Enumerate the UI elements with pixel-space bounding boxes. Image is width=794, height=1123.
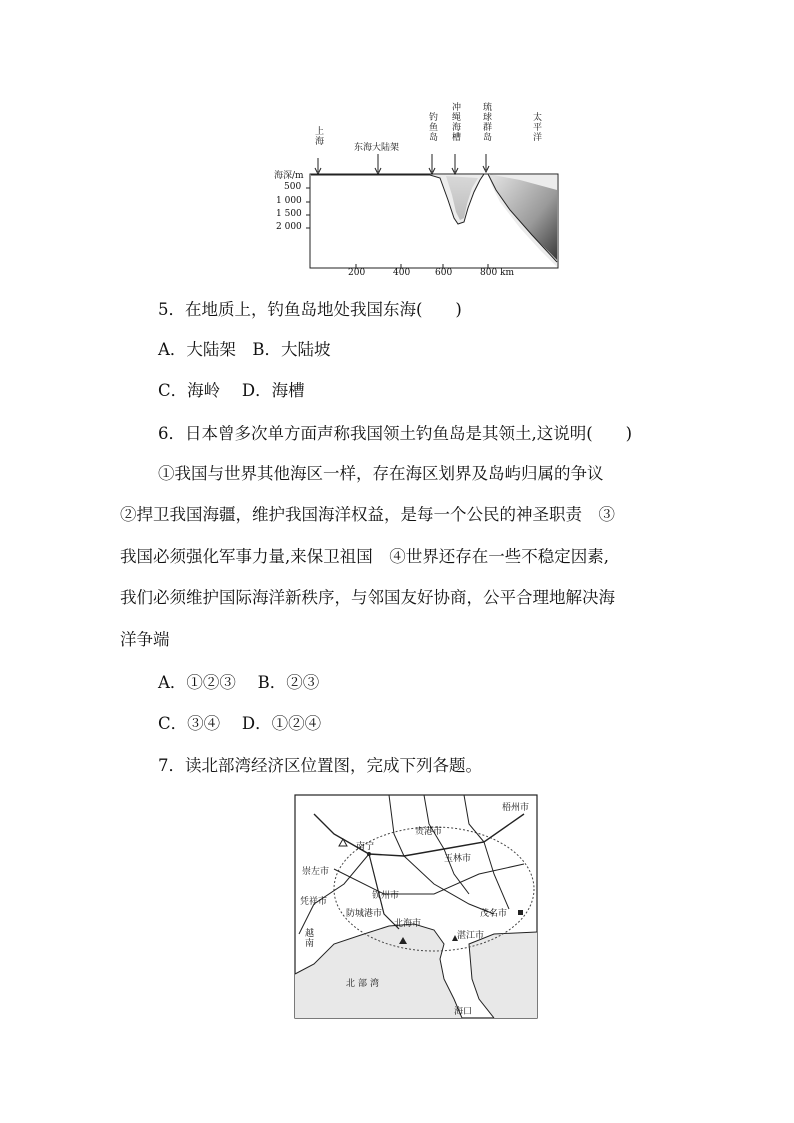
q6-options-ab: A．①②③ B．②③ (158, 673, 320, 692)
q6-statement-line: 洋争端 (120, 630, 170, 649)
depth-tick: 2 000 (276, 222, 302, 232)
q6-statement-line: 我们必须维护国际海洋新秩序，与邻国友好协商，公平合理地解决海 (120, 588, 615, 607)
q5-options-cd: C．海岭 D．海槽 (158, 381, 305, 400)
q6-statement-line: 我国必须强化军事力量,来保卫祖国 ④世界还存在一些不稳定因素, (120, 547, 609, 566)
label-okinawa-trough: 冲绳海槽 (450, 102, 460, 142)
map-city-qinzhou: 钦州市 (372, 891, 400, 901)
x-tick: 200 (348, 268, 366, 278)
map-city-maoming: 茂名市 (480, 909, 508, 919)
sea-depth-profile-figure (270, 100, 570, 280)
beibu-gulf-map (294, 794, 538, 1020)
map-city-nanning: 南宁 (356, 842, 375, 852)
depth-tick: 500 (284, 182, 302, 192)
label-shanghai: 上海 (313, 126, 323, 146)
map-city-chongzuo: 崇左市 (302, 867, 330, 877)
x-tick: 800 km (480, 268, 515, 278)
map-city-fangchenggang: 防城港市 (346, 909, 383, 919)
map-city-guigang: 贵港市 (415, 827, 443, 837)
map-gulf-label: 北部湾 (346, 979, 383, 989)
label-depth: 海深/m (274, 171, 304, 181)
x-tick: 400 (393, 268, 411, 278)
label-continental-shelf: 东海大陆架 (354, 143, 400, 153)
map-city-zhanjiang: 湛江市 (457, 931, 485, 941)
label-ryukyu: 琉球群岛 (481, 102, 491, 142)
depth-tick: 1 000 (276, 196, 302, 206)
map-city-wuzhou: 梧州市 (502, 803, 530, 813)
x-tick: 600 (435, 268, 453, 278)
q7-stem: 7．读北部湾经济区位置图，完成下列各题。 (158, 756, 482, 775)
map-city-pingxiang: 凭祥市 (300, 897, 328, 907)
map-country-vietnam: 越南 (303, 928, 313, 948)
map-city-beihai: 北海市 (394, 919, 422, 929)
q6-options-cd: C．③④ D．①②④ (158, 714, 322, 733)
q6-statement-line: ②捍卫我国海疆，维护我国海洋权益，是每一个公民的神圣职责 ③ (120, 505, 615, 524)
q6-statement-line: ①我国与世界其他海区一样，存在海区划界及岛屿归属的争议 (158, 464, 604, 483)
q6-stem: 6．日本曾多次单方面声称我国领土钓鱼岛是其领土,这说明( ) (158, 424, 633, 443)
label-diaoyu: 钓鱼岛 (427, 112, 437, 142)
q5-stem: 5．在地质上，钓鱼岛地处我国东海( ) (158, 300, 462, 319)
q5-options-ab: A．大陆架 B．大陆坡 (158, 340, 331, 359)
map-city-yulin: 玉林市 (444, 854, 472, 864)
label-pacific: 太平洋 (531, 112, 541, 142)
depth-tick: 1 500 (276, 209, 302, 219)
map-city-haikou: 海口 (454, 1007, 473, 1017)
